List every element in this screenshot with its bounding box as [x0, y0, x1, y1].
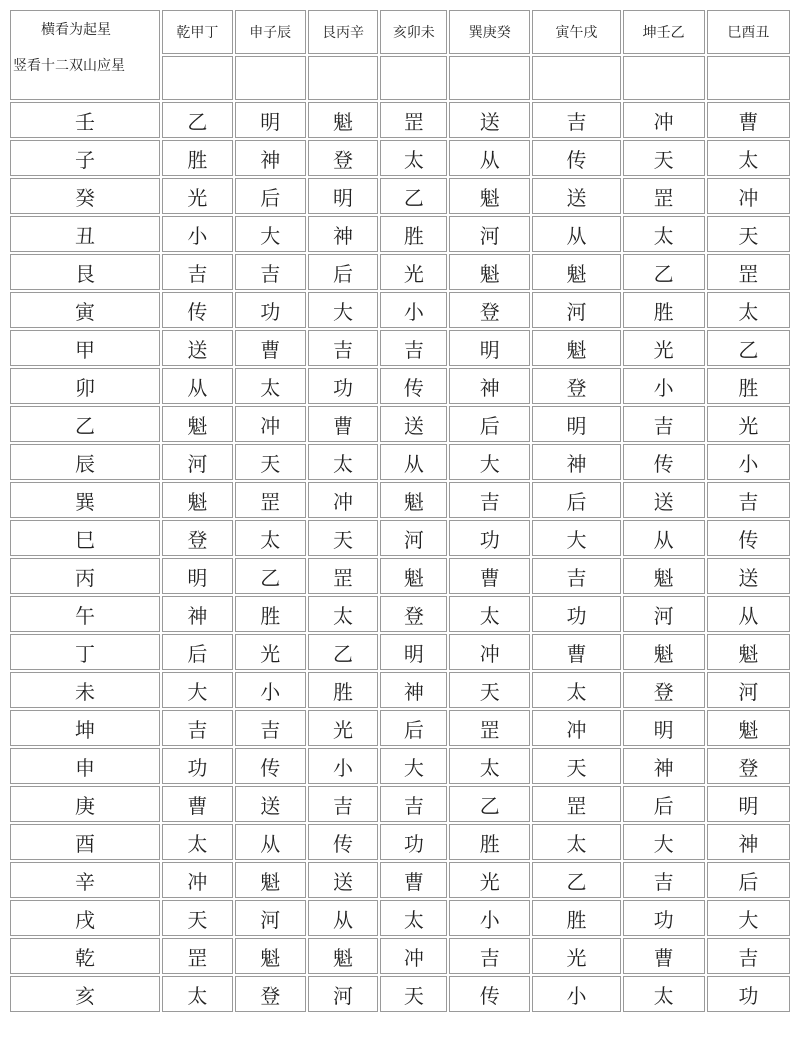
- star-cell: 乙: [235, 558, 306, 594]
- star-cell: 吉: [449, 482, 530, 518]
- star-cell: 乙: [532, 862, 620, 898]
- table-row: [10, 292, 790, 328]
- star-cell: 明: [449, 330, 530, 366]
- star-cell: 魁: [308, 938, 379, 974]
- star-cell: 罡: [623, 178, 705, 214]
- star-cell: 光: [707, 406, 790, 442]
- table-row: [10, 482, 790, 518]
- star-cell: 后: [623, 786, 705, 822]
- star-cell: 登: [308, 140, 379, 176]
- star-cell: 太: [380, 140, 447, 176]
- star-cell: 神: [162, 596, 233, 632]
- star-cell: 吉: [623, 406, 705, 442]
- star-cell: 魁: [449, 178, 530, 214]
- header-blank-cell: [707, 56, 790, 100]
- star-cell: 登: [380, 596, 447, 632]
- star-cell: 神: [449, 368, 530, 404]
- star-cell: 从: [623, 520, 705, 556]
- star-cell: 明: [623, 710, 705, 746]
- star-cell: 魁: [235, 862, 306, 898]
- star-cell: 光: [235, 634, 306, 670]
- star-cell: 登: [707, 748, 790, 784]
- star-cell: 魁: [623, 634, 705, 670]
- star-cell: 功: [532, 596, 620, 632]
- star-cell: 太: [380, 900, 447, 936]
- mountain-label: 辛: [10, 862, 160, 898]
- star-cell: 从: [449, 140, 530, 176]
- star-cell: 功: [449, 520, 530, 556]
- star-cell: 冲: [623, 102, 705, 138]
- table-row: [10, 558, 790, 594]
- star-cell: 胜: [449, 824, 530, 860]
- header-blank-cell: [308, 56, 379, 100]
- star-cell: 天: [235, 444, 306, 480]
- star-cell: 明: [380, 634, 447, 670]
- star-cell: 天: [449, 672, 530, 708]
- star-cell: 天: [707, 216, 790, 252]
- star-cell: 罡: [235, 482, 306, 518]
- star-cell: 登: [623, 672, 705, 708]
- star-cell: 太: [707, 140, 790, 176]
- star-cell: 功: [235, 292, 306, 328]
- star-cell: 天: [380, 976, 447, 1012]
- table-row: [10, 672, 790, 708]
- star-cell: 罡: [532, 786, 620, 822]
- star-cell: 小: [623, 368, 705, 404]
- star-cell: 从: [707, 596, 790, 632]
- star-cell: 魁: [532, 330, 620, 366]
- star-cell: 魁: [162, 406, 233, 442]
- table-row: [10, 520, 790, 556]
- table-row: [10, 862, 790, 898]
- star-cell: 冲: [235, 406, 306, 442]
- mountain-label: 巳: [10, 520, 160, 556]
- star-cell: 太: [532, 672, 620, 708]
- star-cell: 后: [707, 862, 790, 898]
- star-cell: 曹: [623, 938, 705, 974]
- star-cell: 胜: [380, 216, 447, 252]
- star-cell: 登: [235, 976, 306, 1012]
- star-cell: 光: [623, 330, 705, 366]
- table-row: [10, 634, 790, 670]
- star-cell: 胜: [235, 596, 306, 632]
- star-cell: 吉: [162, 710, 233, 746]
- star-cell: 传: [162, 292, 233, 328]
- star-cell: 送: [380, 406, 447, 442]
- header-row: [10, 10, 790, 54]
- star-cell: 传: [532, 140, 620, 176]
- mountain-label: 壬: [10, 102, 160, 138]
- star-cell: 乙: [707, 330, 790, 366]
- star-cell: 罡: [707, 254, 790, 290]
- mountain-label: 午: [10, 596, 160, 632]
- mountain-label: 甲: [10, 330, 160, 366]
- mountain-label: 丑: [10, 216, 160, 252]
- star-cell: 送: [449, 102, 530, 138]
- star-cell: 传: [623, 444, 705, 480]
- star-cell: 魁: [308, 102, 379, 138]
- star-cell: 太: [449, 748, 530, 784]
- star-cell: 曹: [532, 634, 620, 670]
- star-cell: 冲: [532, 710, 620, 746]
- star-cell: 太: [162, 976, 233, 1012]
- star-cell: 后: [162, 634, 233, 670]
- star-table-container: [8, 8, 792, 1014]
- star-cell: 神: [308, 216, 379, 252]
- star-cell: 光: [532, 938, 620, 974]
- star-cell: 后: [449, 406, 530, 442]
- star-cell: 太: [623, 976, 705, 1012]
- star-cell: 曹: [162, 786, 233, 822]
- star-cell: 吉: [707, 938, 790, 974]
- star-cell: 吉: [235, 710, 306, 746]
- star-cell: 送: [308, 862, 379, 898]
- star-cell: 大: [235, 216, 306, 252]
- star-cell: 魁: [380, 558, 447, 594]
- star-cell: 冲: [449, 634, 530, 670]
- star-cell: 魁: [623, 558, 705, 594]
- star-cell: 太: [235, 520, 306, 556]
- star-cell: 明: [308, 178, 379, 214]
- star-cell: 明: [162, 558, 233, 594]
- star-cell: 河: [162, 444, 233, 480]
- star-cell: 魁: [532, 254, 620, 290]
- star-cell: 罡: [449, 710, 530, 746]
- header-blank-cell: [623, 56, 705, 100]
- star-cell: 吉: [308, 330, 379, 366]
- header-blank-cell: [162, 56, 233, 100]
- mountain-label: 庚: [10, 786, 160, 822]
- mountain-label: 丙: [10, 558, 160, 594]
- star-cell: 后: [380, 710, 447, 746]
- mountain-label: 乾: [10, 938, 160, 974]
- star-cell: 传: [449, 976, 530, 1012]
- star-table: [8, 8, 792, 1014]
- star-cell: 神: [707, 824, 790, 860]
- star-cell: 小: [235, 672, 306, 708]
- star-cell: 小: [449, 900, 530, 936]
- column-header: 寅午戌: [532, 10, 620, 54]
- star-cell: 从: [532, 216, 620, 252]
- star-cell: 吉: [623, 862, 705, 898]
- star-cell: 功: [308, 368, 379, 404]
- mountain-label: 艮: [10, 254, 160, 290]
- star-cell: 天: [532, 748, 620, 784]
- star-cell: 曹: [449, 558, 530, 594]
- header-blank-cell: [449, 56, 530, 100]
- star-cell: 魁: [707, 634, 790, 670]
- table-row: [10, 596, 790, 632]
- star-cell: 河: [532, 292, 620, 328]
- star-cell: 乙: [162, 102, 233, 138]
- star-cell: 传: [380, 368, 447, 404]
- star-cell: 乙: [380, 178, 447, 214]
- star-cell: 明: [707, 786, 790, 822]
- star-cell: 吉: [449, 938, 530, 974]
- mountain-label: 坤: [10, 710, 160, 746]
- horizontal-label: 横看为起星: [41, 22, 111, 38]
- table-row: [10, 900, 790, 936]
- header-blank-cell: [532, 56, 620, 100]
- star-cell: 功: [162, 748, 233, 784]
- star-cell: 传: [308, 824, 379, 860]
- star-cell: 太: [162, 824, 233, 860]
- star-cell: 曹: [707, 102, 790, 138]
- star-cell: 吉: [162, 254, 233, 290]
- star-cell: 大: [707, 900, 790, 936]
- star-cell: 功: [623, 900, 705, 936]
- star-cell: 魁: [235, 938, 306, 974]
- star-cell: 神: [532, 444, 620, 480]
- star-cell: 大: [380, 748, 447, 784]
- star-cell: 冲: [707, 178, 790, 214]
- star-cell: 明: [235, 102, 306, 138]
- star-cell: 冲: [380, 938, 447, 974]
- star-cell: 神: [623, 748, 705, 784]
- star-cell: 吉: [308, 786, 379, 822]
- star-cell: 曹: [308, 406, 379, 442]
- mountain-label: 子: [10, 140, 160, 176]
- star-cell: 后: [532, 482, 620, 518]
- star-cell: 河: [380, 520, 447, 556]
- star-cell: 天: [623, 140, 705, 176]
- star-cell: 功: [380, 824, 447, 860]
- table-row: [10, 710, 790, 746]
- star-cell: 魁: [162, 482, 233, 518]
- mountain-label: 寅: [10, 292, 160, 328]
- table-row: [10, 330, 790, 366]
- star-cell: 光: [162, 178, 233, 214]
- vertical-label: 竖看十二双山应星: [13, 58, 125, 74]
- table-row: [10, 406, 790, 442]
- star-cell: 吉: [380, 330, 447, 366]
- star-cell: 光: [308, 710, 379, 746]
- star-cell: 河: [707, 672, 790, 708]
- table-row: [10, 976, 790, 1012]
- star-cell: 罡: [308, 558, 379, 594]
- star-cell: 魁: [707, 710, 790, 746]
- star-cell: 送: [235, 786, 306, 822]
- table-row: [10, 216, 790, 252]
- mountain-label: 巽: [10, 482, 160, 518]
- star-cell: 从: [380, 444, 447, 480]
- star-cell: 送: [162, 330, 233, 366]
- star-cell: 后: [235, 178, 306, 214]
- column-header: 巳酉丑: [707, 10, 790, 54]
- star-cell: 吉: [707, 482, 790, 518]
- mountain-label: 亥: [10, 976, 160, 1012]
- star-cell: 从: [308, 900, 379, 936]
- star-cell: 曹: [380, 862, 447, 898]
- star-cell: 天: [308, 520, 379, 556]
- mountain-label: 申: [10, 748, 160, 784]
- star-cell: 从: [162, 368, 233, 404]
- star-cell: 胜: [162, 140, 233, 176]
- column-header: 亥卯未: [380, 10, 447, 54]
- column-header: 巽庚癸: [449, 10, 530, 54]
- star-cell: 胜: [308, 672, 379, 708]
- star-cell: 送: [623, 482, 705, 518]
- star-cell: 登: [162, 520, 233, 556]
- star-cell: 大: [623, 824, 705, 860]
- star-cell: 曹: [235, 330, 306, 366]
- table-row: [10, 102, 790, 138]
- star-cell: 大: [449, 444, 530, 480]
- star-cell: 小: [380, 292, 447, 328]
- star-cell: 河: [623, 596, 705, 632]
- star-cell: 吉: [532, 102, 620, 138]
- star-cell: 太: [235, 368, 306, 404]
- mountain-label: 卯: [10, 368, 160, 404]
- star-cell: 太: [308, 444, 379, 480]
- star-cell: 小: [162, 216, 233, 252]
- star-cell: 神: [380, 672, 447, 708]
- star-cell: 太: [308, 596, 379, 632]
- star-cell: 功: [707, 976, 790, 1012]
- star-cell: 小: [308, 748, 379, 784]
- mountain-label: 戌: [10, 900, 160, 936]
- star-cell: 光: [449, 862, 530, 898]
- mountain-label: 丁: [10, 634, 160, 670]
- star-cell: 送: [707, 558, 790, 594]
- star-cell: 河: [235, 900, 306, 936]
- star-cell: 后: [308, 254, 379, 290]
- star-cell: 光: [380, 254, 447, 290]
- star-cell: 从: [235, 824, 306, 860]
- table-row: [10, 824, 790, 860]
- star-cell: 冲: [162, 862, 233, 898]
- column-header: 坤壬乙: [623, 10, 705, 54]
- star-cell: 罡: [162, 938, 233, 974]
- star-cell: 太: [707, 292, 790, 328]
- corner-cell: [10, 10, 160, 100]
- star-cell: 大: [162, 672, 233, 708]
- table-row: [10, 786, 790, 822]
- star-cell: 乙: [449, 786, 530, 822]
- star-cell: 胜: [623, 292, 705, 328]
- star-cell: 登: [449, 292, 530, 328]
- table-row: [10, 748, 790, 784]
- star-cell: 大: [532, 520, 620, 556]
- table-row: [10, 368, 790, 404]
- header-blank-cell: [235, 56, 306, 100]
- star-cell: 河: [308, 976, 379, 1012]
- mountain-label: 辰: [10, 444, 160, 480]
- column-header: 艮丙辛: [308, 10, 379, 54]
- star-cell: 明: [532, 406, 620, 442]
- table-row: [10, 938, 790, 974]
- mountain-label: 未: [10, 672, 160, 708]
- star-cell: 小: [532, 976, 620, 1012]
- star-cell: 魁: [380, 482, 447, 518]
- table-row: [10, 140, 790, 176]
- star-cell: 传: [235, 748, 306, 784]
- star-cell: 吉: [380, 786, 447, 822]
- star-cell: 冲: [308, 482, 379, 518]
- star-cell: 传: [707, 520, 790, 556]
- header-blank-cell: [380, 56, 447, 100]
- star-cell: 神: [235, 140, 306, 176]
- star-cell: 胜: [532, 900, 620, 936]
- star-cell: 天: [162, 900, 233, 936]
- table-row: [10, 444, 790, 480]
- table-row: [10, 254, 790, 290]
- star-cell: 登: [532, 368, 620, 404]
- star-cell: 吉: [532, 558, 620, 594]
- mountain-label: 乙: [10, 406, 160, 442]
- star-cell: 罡: [380, 102, 447, 138]
- star-cell: 大: [308, 292, 379, 328]
- table-row: [10, 178, 790, 214]
- star-cell: 河: [449, 216, 530, 252]
- column-header: 乾甲丁: [162, 10, 233, 54]
- star-cell: 乙: [308, 634, 379, 670]
- star-cell: 太: [532, 824, 620, 860]
- column-header: 申子辰: [235, 10, 306, 54]
- star-cell: 送: [532, 178, 620, 214]
- star-cell: 太: [623, 216, 705, 252]
- star-cell: 吉: [235, 254, 306, 290]
- mountain-label: 癸: [10, 178, 160, 214]
- star-cell: 胜: [707, 368, 790, 404]
- star-cell: 魁: [449, 254, 530, 290]
- star-cell: 太: [449, 596, 530, 632]
- star-cell: 小: [707, 444, 790, 480]
- star-cell: 乙: [623, 254, 705, 290]
- mountain-label: 酉: [10, 824, 160, 860]
